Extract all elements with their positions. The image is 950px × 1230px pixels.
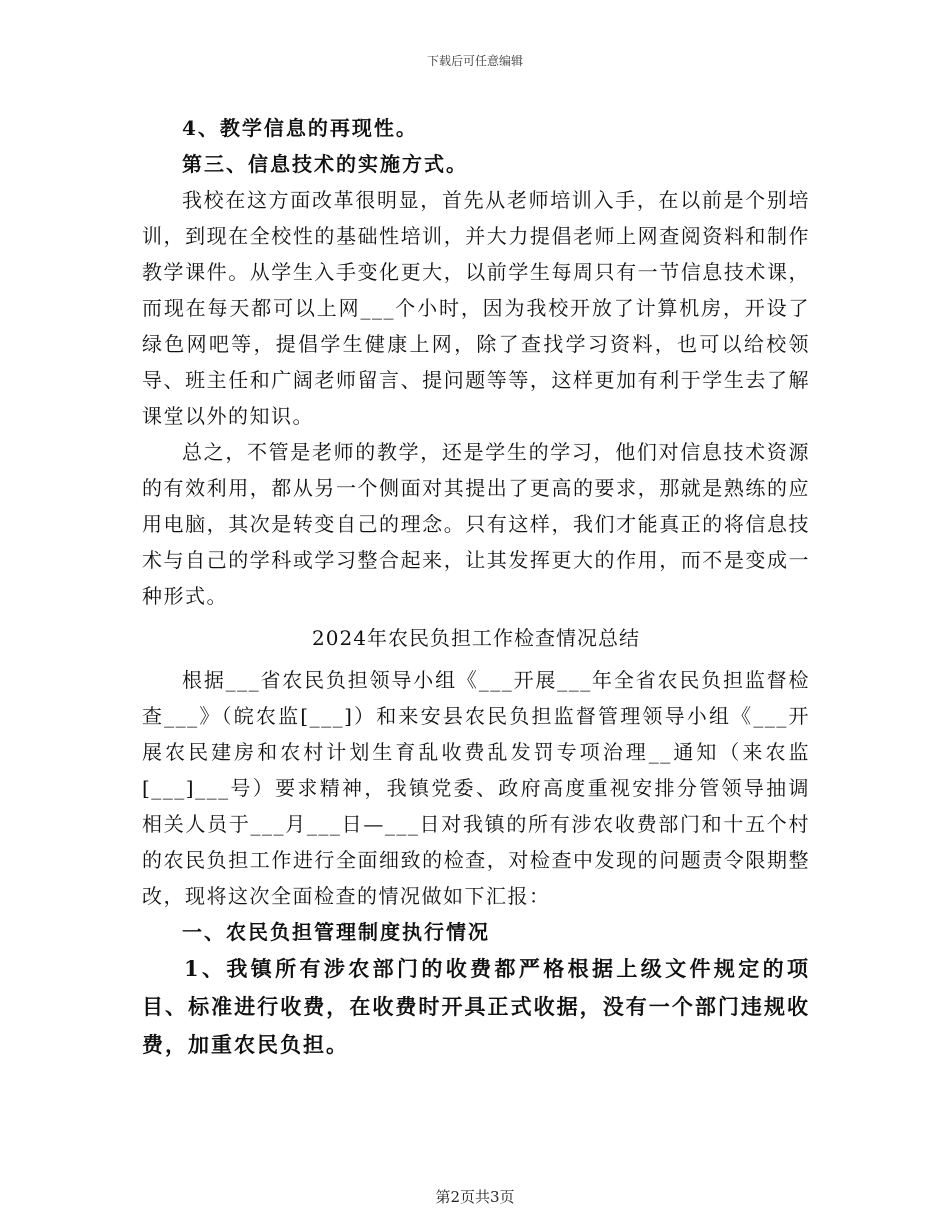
- page-footer: 第2页共3页: [435, 1188, 515, 1206]
- paragraph-teaching-info: 4、教学信息的再现性。: [182, 116, 418, 140]
- document-body: [142, 110, 810, 1064]
- document-title: 2024年农民负担工作检查情况总结: [312, 626, 640, 650]
- page-header: 下载后可任意编辑: [426, 54, 523, 68]
- heading-section-one: 一、农民负担管理制度执行情况: [182, 920, 490, 944]
- heading-implementation: 第三、信息技术的实施方式。: [182, 152, 468, 176]
- paragraph-school-reform: 我校在这方面改革很明显，首先从老师培训入手，在以前是个别培训，到现在全校性的基础性培训，并大力提倡老师上网查阅资料和制作教学课件。从学生入手变化更大，以前学生每周只有一节信息技术课，而现在每天都可以上网___个小时，因为我校开放了计算机房，开设了绿色网吧等，提倡学生健康上网，除了查找学习资料，也可以给校领导、班主任和广阔老师留言、提问题等等，这样更加有利于学生去了解课堂以外的知识。: [142, 188, 810, 428]
- paragraph-fee-compliance: 1、我镇所有涉农部门的收费都严格根据上级文件规定的项目、标准进行收费，在收费时开具正式收据，没有一个部门违规收费，加重农民负担。: [142, 956, 810, 1057]
- paragraph-intro: 根据___省农民负担领导小组《___开展___年全省农民负担监督检查___》（皖农监[___]）和来安县农民负担监督管理领导小组《___开展农民建房和农村计划生育乱收费乱发罚专项治理__通知（来农监[___]___号）要求精神，我镇党委、政府高度重视安排分管领导抽调相关人员于___月___日—___日对我镇的所有涉农收费部门和十五个村的农民负担工作进行全面细致的检查，对检查中发现的问题责令限期整改，现将这次全面检查的情况做如下汇报：: [142, 668, 810, 908]
- paragraph-conclusion: 总之，不管是老师的教学，还是学生的学习，他们对信息技术资源的有效利用，都从另一个侧面对其提出了更高的要求，那就是熟练的应用电脑，其次是转变自己的理念。只有这样，我们才能真正的将信息技术与自己的学科或学习整合起来，让其发挥更大的作用，而不是变成一种形式。: [142, 440, 810, 608]
